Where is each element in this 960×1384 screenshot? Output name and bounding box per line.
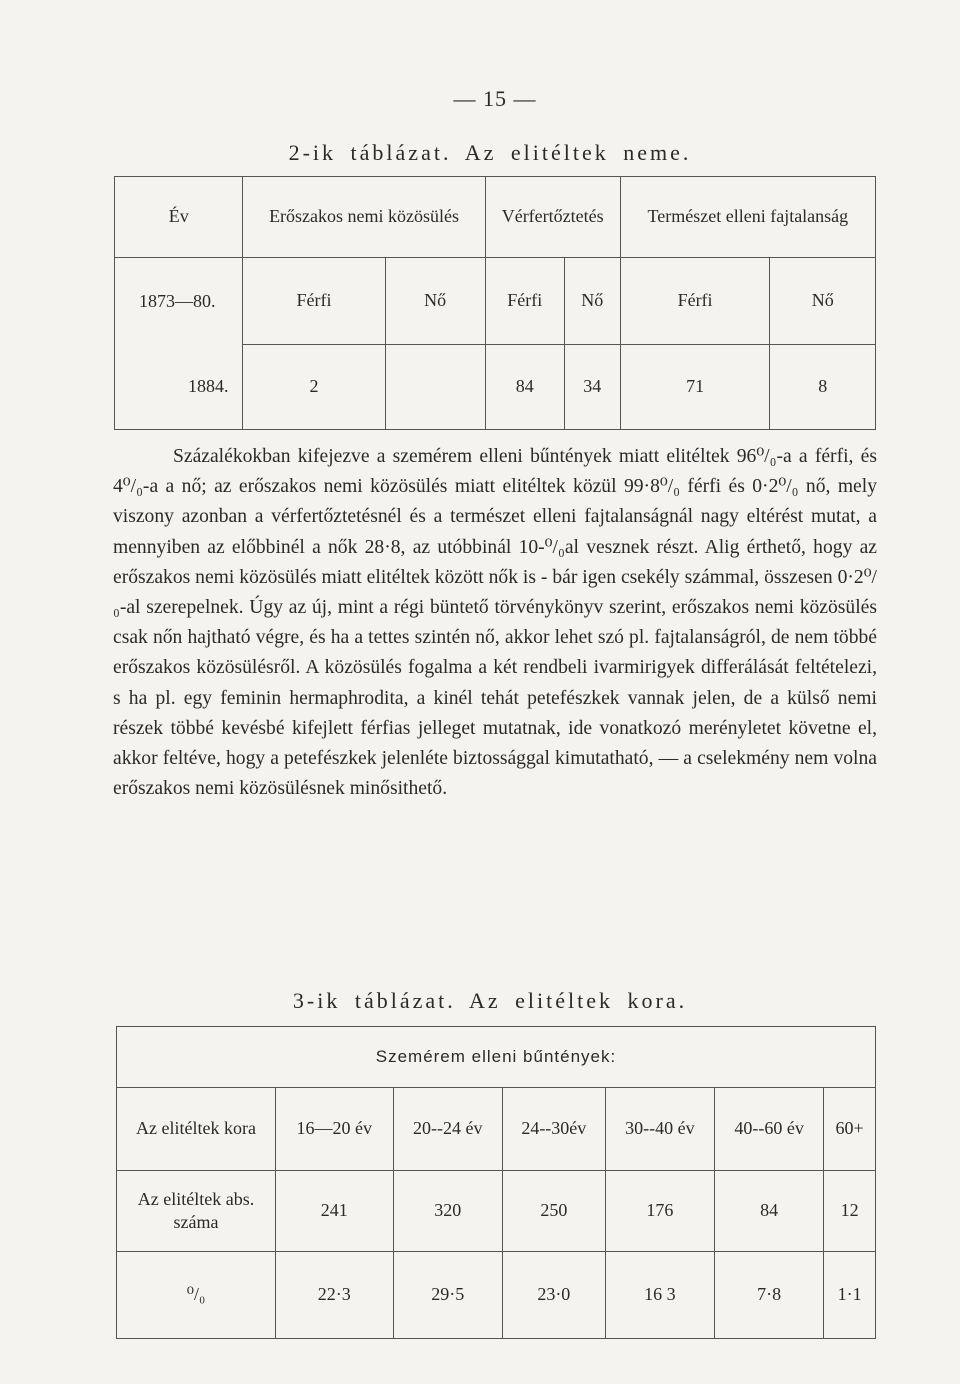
header-col3: Természet elleni fajtalanság bbox=[620, 177, 875, 258]
table-gender bbox=[114, 176, 876, 430]
age-cell: 24--30év bbox=[502, 1088, 605, 1171]
age-cell: 40--60 év bbox=[715, 1088, 824, 1171]
age-cell: 60+ bbox=[824, 1088, 876, 1171]
sub-header: Férfi bbox=[243, 258, 385, 345]
count-cell: 241 bbox=[276, 1171, 394, 1252]
percent-cell: 7·8 bbox=[715, 1252, 824, 1339]
table-cell bbox=[385, 345, 485, 430]
percent-cell: 1·1 bbox=[824, 1252, 876, 1339]
table-cell: 2 bbox=[243, 345, 385, 430]
table-row bbox=[117, 1027, 876, 1088]
body-paragraph bbox=[113, 442, 877, 804]
table-row bbox=[115, 258, 876, 345]
year-from: 1873—80. bbox=[115, 258, 243, 345]
age-cell: 20--24 év bbox=[393, 1088, 502, 1171]
page-number: — 15 — bbox=[453, 86, 537, 111]
table-cell: 71 bbox=[620, 345, 770, 430]
table3-caption: 3-ik táblázat. Az elitéltek kora. bbox=[292, 988, 688, 1013]
table-cell: 84 bbox=[485, 345, 564, 430]
row-label-count: Az elitéltek abs. száma bbox=[117, 1171, 276, 1252]
sub-header: Nő bbox=[770, 258, 876, 345]
header-year: Év bbox=[115, 177, 243, 258]
count-cell: 320 bbox=[393, 1171, 502, 1252]
year-to: 1884. bbox=[115, 345, 243, 430]
percent-cell: 23·0 bbox=[502, 1252, 605, 1339]
table-row bbox=[117, 1088, 876, 1171]
table-row bbox=[115, 345, 876, 430]
count-cell: 84 bbox=[715, 1171, 824, 1252]
sub-header: Nő bbox=[564, 258, 620, 345]
percent-cell: 16 3 bbox=[605, 1252, 714, 1339]
table3-header: Szemérem elleni bűntények: bbox=[117, 1027, 876, 1088]
row-label-age: Az elitéltek kora bbox=[117, 1088, 276, 1171]
sub-header: Nő bbox=[385, 258, 485, 345]
age-cell: 16—20 év bbox=[276, 1088, 394, 1171]
count-cell: 12 bbox=[824, 1171, 876, 1252]
header-col1: Erőszakos nemi közösülés bbox=[243, 177, 485, 258]
table2-caption: 2-ik táblázat. Az elitéltek neme. bbox=[288, 140, 692, 165]
count-cell: 176 bbox=[605, 1171, 714, 1252]
age-cell: 30--40 év bbox=[605, 1088, 714, 1171]
header-col2: Vérfertőztetés bbox=[485, 177, 620, 258]
sub-header: Férfi bbox=[620, 258, 770, 345]
sub-header: Férfi bbox=[485, 258, 564, 345]
paragraph-text: Százalékokban kifejezve a szemérem elleni bűntények miatt elitéltek 96⁰/₀-a a férfi, és 4⁰/₀-a a nő; az erőszakos nemi közösülés miatt elitéltek közül 99·8⁰/₀ férfi és 0·2⁰/₀ nő, mely viszony azonban a vérfertőztetésnél és a természet elleni fajtalanságnál nagy eltérést mutat, a mennyiben az előbbinél a nők 28·8, az utóbbinál 10-⁰/₀al vesznek részt. Alig érthető, hogy az erőszakos nemi közösülés miatt elitéltek között nők is - bár igen csekély számmal, összesen 0·2⁰/₀-al szerepelnek. Úgy az új, mint a régi büntető törvénykönyv szerint, erőszakos nemi közösülés csak nőn hajtható végre, és ha a tettes szintén nő, akkor lehet szó pl. fajtalanságról, de nem többé erőszakos közösülésről. A közösülés fogalma a két rendbeli ivarmirigyek differálását feltételezi, s ha pl. egy feminin hermaphrodita, a kinél tehát petefészkek vannak jelen, de a külső nemi részek többé kevésbé kifejlett férfias jelleget mutatnak, ide vonatkozó merényletet követne el, akkor feltéve, hogy a petefészkek jelenléte biztossággal kimutatható, — a cselekmény nem volna erőszakos nemi közösülésnek minősithető. bbox=[113, 446, 877, 800]
percent-cell: 29·5 bbox=[393, 1252, 502, 1339]
table-row bbox=[117, 1171, 876, 1252]
table-age bbox=[116, 1026, 876, 1339]
table-cell: 8 bbox=[770, 345, 876, 430]
row-label-percent: ⁰/₀ bbox=[117, 1252, 276, 1339]
table-row bbox=[117, 1252, 876, 1339]
table-cell: 34 bbox=[564, 345, 620, 430]
count-cell: 250 bbox=[502, 1171, 605, 1252]
table-row bbox=[115, 177, 876, 258]
percent-cell: 22·3 bbox=[276, 1252, 394, 1339]
